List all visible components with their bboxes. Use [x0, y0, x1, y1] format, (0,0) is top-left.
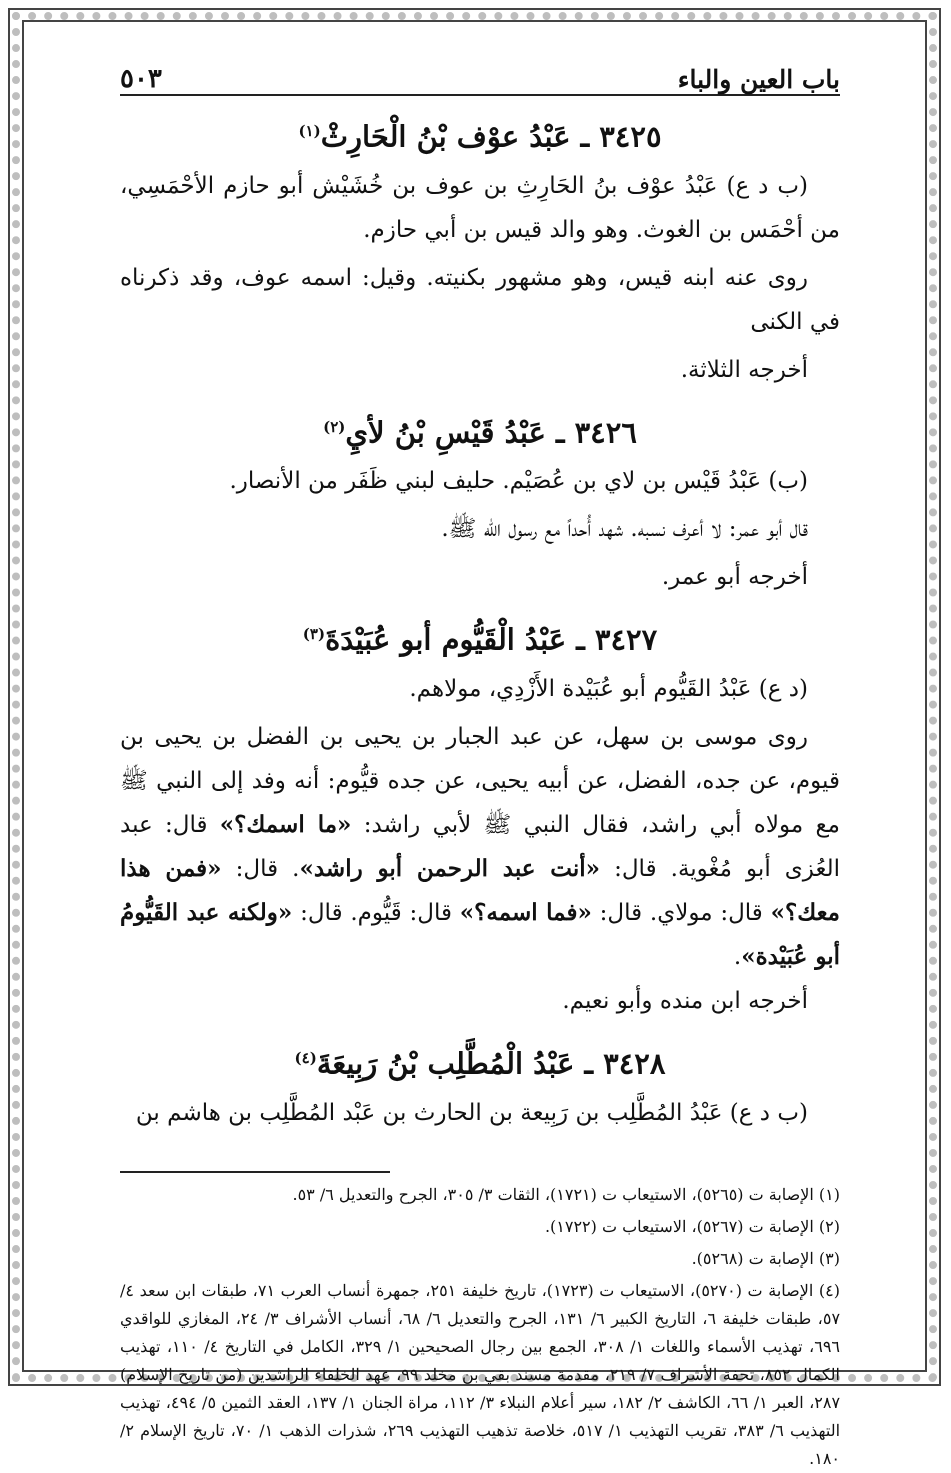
entry-paragraph: روى عنه ابنه قيس، وهو مشهور بكنيته. وقيل: اسمه عوف، وقد ذكرناه في الكنى — [120, 264, 840, 335]
entry-paragraph: (ب د ع) عَبْدُ عوْف بنُ الحَارِثِ بن عوف بن خُشَيْش أبو حازم الأحْمَسِي، من أحْمَس بن الغوث. وهو والد قيس بن أبي حازم. — [120, 172, 840, 243]
entry-title: ٣٤٢٧ ـ عَبْدُ الْقَيُّوم أبو عُبَيْدَةَ — [325, 622, 658, 657]
footnote: (٣) الإصابة ت (٥٢٦٨). — [691, 1248, 840, 1268]
narrative-text: . قال: — [221, 855, 300, 882]
quoted-speech: «أنت عبد الرحمن أبو راشد» — [299, 854, 601, 882]
quoted-speech: «ما اسمك؟» — [219, 810, 352, 838]
footnote-ref[interactable]: (٣) — [302, 625, 326, 644]
footnote-ref[interactable]: (١) — [298, 122, 321, 140]
footnote: (١) الإصابة ت (٥٢٦٥)، الاستيعاب ت (١٧٢١)، الثقات ٣/ ٣٠٥، الجرح والتعديل ٦/ ٥٣. — [292, 1184, 840, 1204]
narrative-text: روى موسى بن سهل، عن عبد الجبار بن يحيى بن الفضل بن يحيى بن قيوم، عن جده، الفضل، عن أبيه يحيى، عن جده قيُّوم: أنه وفد إلى النبي ﷺ مع مولاه أبي راشد، فقال النبي ﷺ لأبي راشد: — [120, 723, 841, 838]
entry-3427 — [120, 613, 840, 1023]
entry-3428 — [120, 1037, 840, 1135]
quoted-speech: «فما اسمه؟» — [459, 898, 592, 926]
page-number: ٥٠٣ — [120, 64, 162, 94]
page-body — [120, 48, 840, 1473]
quoted-speech: «فمن هذا معك؟» — [120, 854, 840, 926]
entry-3425 — [120, 110, 840, 392]
footnote-ref[interactable]: (٤) — [294, 1048, 317, 1067]
entry-paragraph: (ب د ع) عَبْدُ المُطَّلِب بن رَبِيعة بن الحارث بن عَبْد المُطَّلِب بن هاشم بن — [135, 1099, 808, 1126]
entry-heading — [120, 110, 840, 158]
entry-paragraph: أخرجه الثلاثة. — [680, 356, 808, 383]
entry-paragraph: (ب) عَبْدُ قَيْس بن لاي بن عُصَيْم. حليف لبني ظَفَر من الأنصار. — [229, 468, 808, 495]
entry-heading — [120, 1037, 840, 1085]
narrative-text: قال: مولاي. قال: — [591, 899, 771, 926]
footnote-divider — [120, 1171, 390, 1173]
entry-title: ٣٤٢٦ ـ عَبْدُ قَيْسِ بْنُ لأيِ — [345, 415, 637, 450]
entry-paragraph: قال أبو عمر: لا أعرف نسبه. شهد أُحداً مع رسول الله ﷺ. — [441, 516, 808, 543]
entry-paragraph: أخرجه أبو عمر. — [661, 564, 808, 591]
entry-narrative — [120, 715, 840, 979]
entry-title: ٣٤٢٥ ـ عَبْدُ عوْف بْنُ الْحَارِثْ — [320, 119, 662, 154]
narrative-text: قال: قَيُّوم. قال: — [292, 899, 460, 926]
footnote-ref[interactable]: (٢) — [323, 417, 346, 436]
footnotes — [120, 1181, 840, 1473]
entry-3426 — [120, 406, 840, 600]
footnote: (٢) الإصابة ت (٥٢٦٧)، الاستيعاب ت (١٧٢٢). — [544, 1216, 840, 1236]
footnote: (٤) الإصابة ت (٥٢٧٠)، الاستيعاب ت (١٧٢٣)، تاريخ خليفة ٢٥١، جمهرة أنساب العرب ٧١، طبقات ابن سعد ٤/ ٥٧، طبقات خليفة ٦، التاريخ الكبير ٦/ ١٣١، الجرح والتعديل ٦/ ٦٨، أنساب الأشراف ٣/ ٢٤، المغازي للواقدي ٦٩٦، تهذيب الأسماء واللغات ١/ ٣٠٨، الجمع بين رجال الصحيحين ١/ ٣٢٩، الكامل في التاريخ ٤/ ١١٠، تهذيب الكمال ٨٥٢، تحفة الأشراف ٧/ ٢١٩، مقدمة مسند بقي بن مخلد ٩٩، عهد الخلفاء الراشدين (من تاريخ الإسلام) ٢٨٧، العبر ١/ ٦٦، الكاشف ٢/ ١٨٢، سير أعلام النبلاء ٣/ ١١٢، مراة الجنان ١/ ١٣٧، العقد الثمين ٥/ ٤٩٤، تهذيب التهذيب ٦/ ٣٨٣، تقريب التهذيب ١/ ٥١٧، خلاصة تذهيب التهذيب ٢٦٩، شذرات الذهب ١/ ٧٠، تاريخ الإسلام ٢/ ١٨٠. — [120, 1280, 841, 1468]
entry-heading — [120, 406, 840, 454]
quoted-speech: «ولكنه عبد القَيُّومُ أبو عُبَيْدة» — [120, 898, 840, 970]
narrative-text: قال: عبد العُزى أبو مُغْوية. قال: — [120, 811, 840, 882]
entry-paragraph: (د ع) عَبْدُ القَيُّوم أبو عُبَيْدة الأَزْدِي، مولاهم. — [409, 675, 808, 702]
narrative-text: . — [733, 943, 742, 970]
running-header — [120, 48, 840, 96]
entry-heading — [120, 613, 840, 661]
running-title: باب العين والباء — [677, 65, 840, 94]
entry-paragraph: أخرجه ابن منده وأبو نعيم. — [562, 987, 808, 1014]
entry-title: ٣٤٢٨ ـ عَبْدُ الْمُطَّلِب بْنُ رَبِيعَةَ — [316, 1046, 666, 1081]
